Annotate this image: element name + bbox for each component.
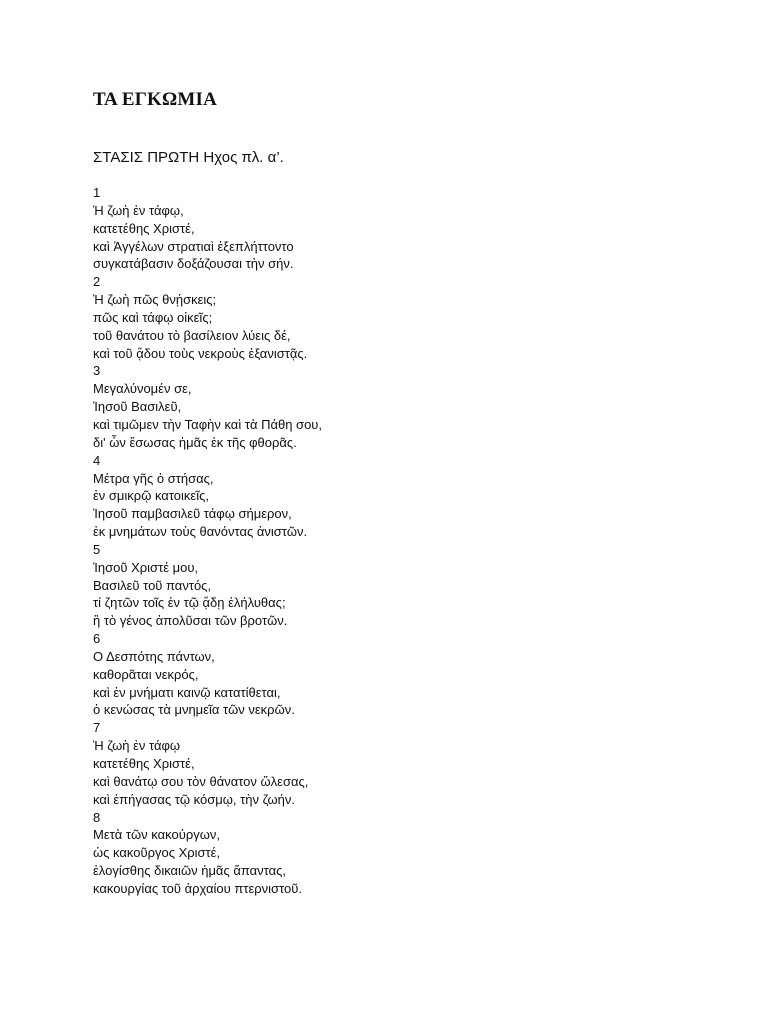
verse-5 <box>93 541 733 630</box>
verse-2 <box>93 273 733 362</box>
verse-line: συγκατάβασιν δοξάζουσαι τὴν σήν. <box>93 256 294 272</box>
verse-line: κακουργίας τοῦ ἀρχαίου πτερνιστοῦ. <box>93 880 302 896</box>
verse-line: Ἡ ζωὴ ἐν τάφῳ, <box>93 202 184 218</box>
verse-line: καὶ θανάτῳ σου τὸν θάνατον ὤλεσας, <box>93 773 309 789</box>
verse-line: Ἰησοῦ Βασιλεῦ, <box>93 399 182 415</box>
verse-number: 6 <box>93 631 101 647</box>
verse-line: πῶς καὶ τάφῳ οἰκεῖς; <box>93 309 213 325</box>
verse-line: δι' ὧν ἔσωσας ἡμᾶς ἐκ τῆς φθορᾶς. <box>93 434 297 450</box>
verse-number: 1 <box>93 185 101 200</box>
section-heading: ΣΤΑΣΙΣ ΠΡΩΤΗ Ηχος πλ. α’. <box>93 149 284 166</box>
verse-number: 3 <box>93 363 101 379</box>
verse-line: καὶ Ἀγγέλων στρατιαὶ ἐξεπλήττοντο <box>93 238 294 254</box>
verse-number: 7 <box>93 720 101 736</box>
verse-line: τί ζητῶν τοῖς ἐν τῷ ᾅδῃ ἐλήλυθας; <box>93 595 286 611</box>
verse-line: Βασιλεῦ τοῦ παντός, <box>93 577 212 593</box>
verse-line: Ἰησοῦ παμβασιλεῦ τάφῳ σήμερον, <box>93 506 292 522</box>
verse-line: καὶ τιμῶμεν τὴν Ταφὴν καὶ τὰ Πάθη σου, <box>93 416 323 432</box>
verse-line: καὶ τοῦ ᾅδου τοὺς νεκροὺς ἐξανιστᾷς. <box>93 345 308 361</box>
verse-line: κατετέθης Χριστέ, <box>93 220 195 236</box>
document-title: ΤΑ ΕΓΚΩΜΙΑ <box>93 89 218 110</box>
verse-line: καὶ ἐν μνήματι καινῷ κατατίθεται, <box>93 684 281 700</box>
verse-number: 5 <box>93 541 101 557</box>
verse-4 <box>93 452 733 541</box>
verse-number: 4 <box>93 452 101 468</box>
verse-number: 2 <box>93 274 101 290</box>
verse-list <box>93 184 733 898</box>
verse-7 <box>93 719 733 808</box>
verse-line: Ο Δεσπότης πάντων, <box>93 648 215 664</box>
verse-line: Ἡ ζωὴ πῶς θνῄσκεις; <box>93 292 217 308</box>
verse-line: καθορᾶται νεκρός, <box>93 666 199 682</box>
verse-8 <box>93 809 733 898</box>
verse-line: Ἡ ζωὴ ἐν τάφῳ <box>93 738 181 754</box>
verse-1 <box>93 184 733 273</box>
verse-line: ἐκ μνημάτων τοὺς θανόντας ἀνιστῶν. <box>93 524 308 540</box>
verse-line: Μετὰ τῶν κακούργων, <box>93 827 220 843</box>
verse-line: κατετέθης Χριστέ, <box>93 756 195 771</box>
verse-line: καὶ ἐπήγασας τῷ κόσμῳ, τὴν ζωήν. <box>93 791 295 807</box>
verse-line: ὁ κενώσας τὰ μνημεῖα τῶν νεκρῶν. <box>93 702 295 718</box>
verse-line: Μεγαλύνομέν σε, <box>93 381 192 397</box>
verse-line: τοῦ θανάτου τὸ βασίλειον λύεις δέ, <box>93 327 291 343</box>
verse-line: Μέτρα γῆς ὁ στήσας, <box>93 470 214 486</box>
verse-number: 8 <box>93 809 101 825</box>
verse-3 <box>93 362 733 451</box>
verse-line: ἐλογίσθης δικαιῶν ἡμᾶς ἅπαντας, <box>93 863 286 879</box>
verse-line: ἐν σμικρῷ κατοικεῖς, <box>93 488 209 504</box>
verse-line: ὡς κακοῦργος Χριστέ, <box>93 845 221 861</box>
verse-line: Ἰησοῦ Χριστέ μου, <box>93 559 199 575</box>
verse-6 <box>93 630 733 719</box>
verse-line: ἢ τὸ γένος ἀπολῦσαι τῶν βροτῶν. <box>93 613 288 629</box>
